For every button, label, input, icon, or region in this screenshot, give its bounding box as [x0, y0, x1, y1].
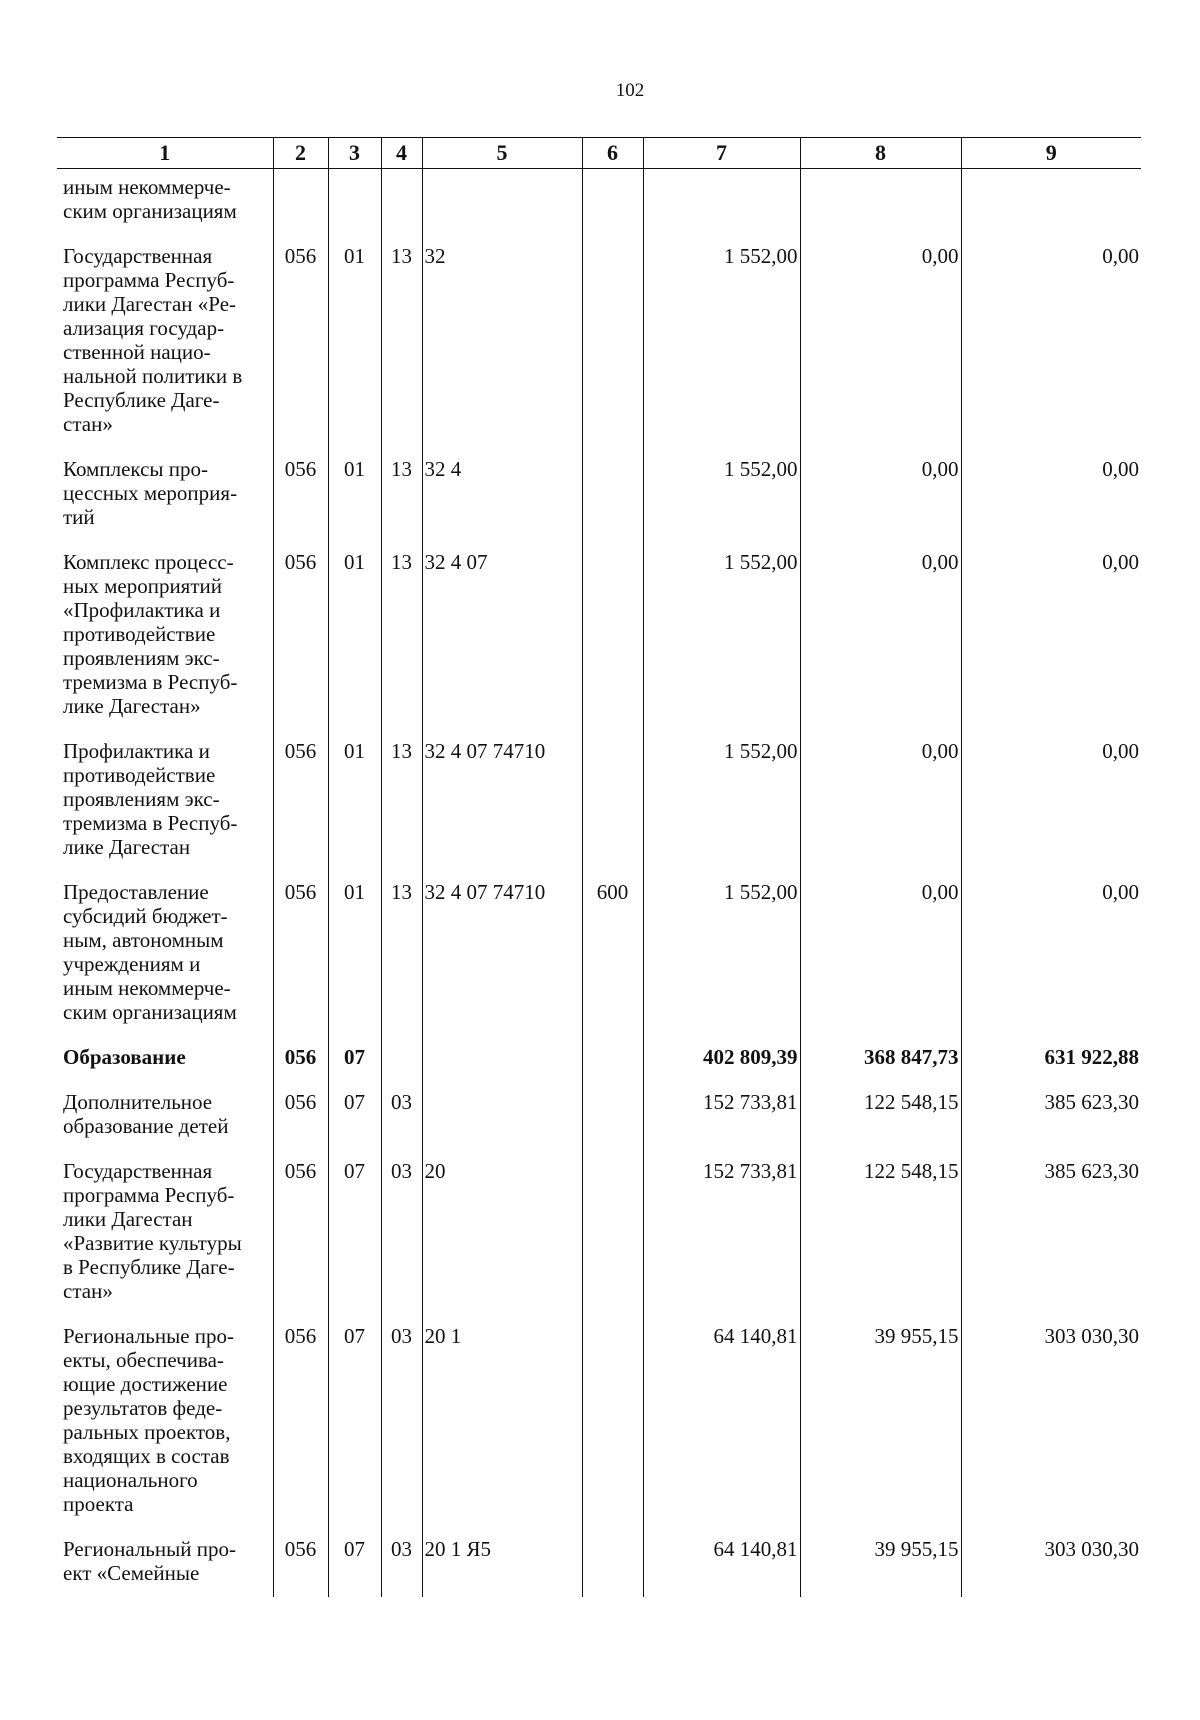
cell-amount-year3: 385 623,30: [961, 1081, 1141, 1150]
cell-section-code: 07: [328, 1528, 381, 1597]
cell-target-article: 32 4 07 74710: [422, 871, 582, 1036]
cell-target-article: 20: [422, 1150, 582, 1315]
row-name: Профилактика и противодействие проявлениям экс- тремизма в Респуб- лике Дагестан: [63, 739, 238, 859]
cell-amount-year2: 0,00: [800, 235, 961, 448]
cell-amount-year1: 402 809,39: [643, 1036, 800, 1081]
cell-amount-year1: 152 733,81: [643, 1081, 800, 1150]
column-header: 9: [961, 138, 1141, 169]
cell-amount-year3: 303 030,30: [961, 1315, 1141, 1528]
cell-amount-year1: 64 140,81: [643, 1528, 800, 1597]
cell-target-article: [422, 1081, 582, 1150]
cell-expense-type: [582, 1081, 643, 1150]
cell-ministry-code: [273, 169, 328, 236]
cell-amount-year1: 1 552,00: [643, 235, 800, 448]
cell-amount-year1: 64 140,81: [643, 1315, 800, 1528]
column-header: 2: [273, 138, 328, 169]
cell-amount-year3: 0,00: [961, 448, 1141, 541]
cell-section-code: 01: [328, 871, 381, 1036]
cell-section-code: [328, 169, 381, 236]
cell-target-article: 32 4: [422, 448, 582, 541]
cell-ministry-code: 056: [273, 1036, 328, 1081]
cell-section-code: 07: [328, 1081, 381, 1150]
cell-section-code: 01: [328, 235, 381, 448]
cell-amount-year3: 303 030,30: [961, 1528, 1141, 1597]
cell-target-article: [422, 169, 582, 236]
cell-amount-year3: 0,00: [961, 541, 1141, 730]
cell-amount-year3: 0,00: [961, 730, 1141, 871]
cell-amount-year3: 631 922,88: [961, 1036, 1141, 1081]
cell-subsection-code: [381, 169, 422, 236]
budget-table: [57, 137, 1141, 1597]
cell-expense-type: [582, 1528, 643, 1597]
table-row: [57, 1081, 1141, 1150]
cell-amount-year2: 0,00: [800, 541, 961, 730]
cell-amount-year2: 39 955,15: [800, 1315, 961, 1528]
row-name: иным некоммерче- ским организациям: [63, 175, 237, 223]
cell-expense-type: 600: [582, 871, 643, 1036]
cell-ministry-code: 056: [273, 1081, 328, 1150]
row-name: Предоставление субсидий бюджет- ным, автономным учреждениям и иным некоммерче- ским организациям: [63, 880, 237, 1024]
table-row: [57, 448, 1141, 541]
page-number: 102: [615, 80, 645, 101]
row-name: Комплекс процесс- ных мероприятий «Профилактика и противодействие проявлениям экс- тремизма в Респуб- лике Дагестан»: [63, 550, 238, 718]
cell-amount-year2: 0,00: [800, 730, 961, 871]
cell-section-code: 01: [328, 448, 381, 541]
cell-subsection-code: 13: [381, 235, 422, 448]
column-header: 4: [381, 138, 422, 169]
cell-ministry-code: 056: [273, 541, 328, 730]
cell-amount-year1: 1 552,00: [643, 730, 800, 871]
cell-target-article: [422, 1036, 582, 1081]
cell-ministry-code: 056: [273, 235, 328, 448]
column-header: 8: [800, 138, 961, 169]
column-header: 6: [582, 138, 643, 169]
table-row: [57, 1036, 1141, 1081]
row-name: Дополнительное образование детей: [63, 1090, 229, 1138]
cell-subsection-code: 13: [381, 871, 422, 1036]
cell-amount-year2: 122 548,15: [800, 1081, 961, 1150]
cell-amount-year1: 1 552,00: [643, 541, 800, 730]
cell-amount-year2: [800, 169, 961, 236]
cell-amount-year3: 385 623,30: [961, 1150, 1141, 1315]
table-row: [57, 1528, 1141, 1597]
cell-section-code: 07: [328, 1315, 381, 1528]
cell-target-article: 32 4 07: [422, 541, 582, 730]
cell-ministry-code: 056: [273, 448, 328, 541]
cell-amount-year3: [961, 169, 1141, 236]
cell-amount-year3: 0,00: [961, 871, 1141, 1036]
cell-amount-year1: 1 552,00: [643, 448, 800, 541]
cell-section-code: 01: [328, 541, 381, 730]
cell-amount-year1: [643, 169, 800, 236]
cell-ministry-code: 056: [273, 730, 328, 871]
table-row: [57, 871, 1141, 1036]
cell-amount-year1: 1 552,00: [643, 871, 800, 1036]
table-row: [57, 1150, 1141, 1315]
cell-amount-year3: 0,00: [961, 235, 1141, 448]
cell-section-code: 07: [328, 1036, 381, 1081]
table-row: [57, 541, 1141, 730]
row-name: Региональные про- екты, обеспечива- ющие достижение результатов феде- ральных проектов, входящих в состав национального проекта: [63, 1324, 235, 1516]
row-name: Региональный про- ект «Семейные: [63, 1537, 236, 1585]
cell-target-article: 32: [422, 235, 582, 448]
cell-expense-type: [582, 235, 643, 448]
row-name: Государственная программа Респуб- лики Дагестан «Ре- ализация государ- ственной нацио- нальной политики в Республике Даге- стан»: [63, 244, 243, 436]
row-name: Комплексы про- цессных мероприя- тий: [63, 457, 238, 529]
header-row: [57, 138, 1141, 169]
cell-subsection-code: 13: [381, 730, 422, 871]
cell-amount-year2: 0,00: [800, 871, 961, 1036]
cell-expense-type: [582, 1036, 643, 1081]
cell-ministry-code: 056: [273, 871, 328, 1036]
cell-section-code: 01: [328, 730, 381, 871]
cell-subsection-code: [381, 1036, 422, 1081]
table-row: [57, 169, 1141, 236]
cell-subsection-code: 13: [381, 541, 422, 730]
column-header: 1: [57, 138, 273, 169]
cell-amount-year2: 0,00: [800, 448, 961, 541]
cell-expense-type: [582, 541, 643, 730]
cell-target-article: 20 1 Я5: [422, 1528, 582, 1597]
column-header: 7: [643, 138, 800, 169]
column-header: 5: [422, 138, 582, 169]
row-name: Образование: [63, 1045, 186, 1069]
cell-target-article: 32 4 07 74710: [422, 730, 582, 871]
cell-subsection-code: 03: [381, 1315, 422, 1528]
cell-amount-year2: 39 955,15: [800, 1528, 961, 1597]
cell-section-code: 07: [328, 1150, 381, 1315]
table-body: [57, 169, 1141, 1598]
table-row: [57, 730, 1141, 871]
cell-subsection-code: 03: [381, 1528, 422, 1597]
cell-subsection-code: 03: [381, 1081, 422, 1150]
cell-subsection-code: 13: [381, 448, 422, 541]
cell-expense-type: [582, 448, 643, 541]
column-header: 3: [328, 138, 381, 169]
cell-ministry-code: 056: [273, 1150, 328, 1315]
cell-ministry-code: 056: [273, 1315, 328, 1528]
cell-ministry-code: 056: [273, 1528, 328, 1597]
cell-expense-type: [582, 1150, 643, 1315]
cell-subsection-code: 03: [381, 1150, 422, 1315]
cell-expense-type: [582, 169, 643, 236]
cell-amount-year1: 152 733,81: [643, 1150, 800, 1315]
cell-amount-year2: 122 548,15: [800, 1150, 961, 1315]
table-row: [57, 1315, 1141, 1528]
row-name: Государственная программа Респуб- лики Дагестан «Развитие культуры в Республике Даге- стан»: [63, 1159, 242, 1303]
cell-amount-year2: 368 847,73: [800, 1036, 961, 1081]
cell-expense-type: [582, 1315, 643, 1528]
cell-target-article: 20 1: [422, 1315, 582, 1528]
cell-expense-type: [582, 730, 643, 871]
table-row: [57, 235, 1141, 448]
